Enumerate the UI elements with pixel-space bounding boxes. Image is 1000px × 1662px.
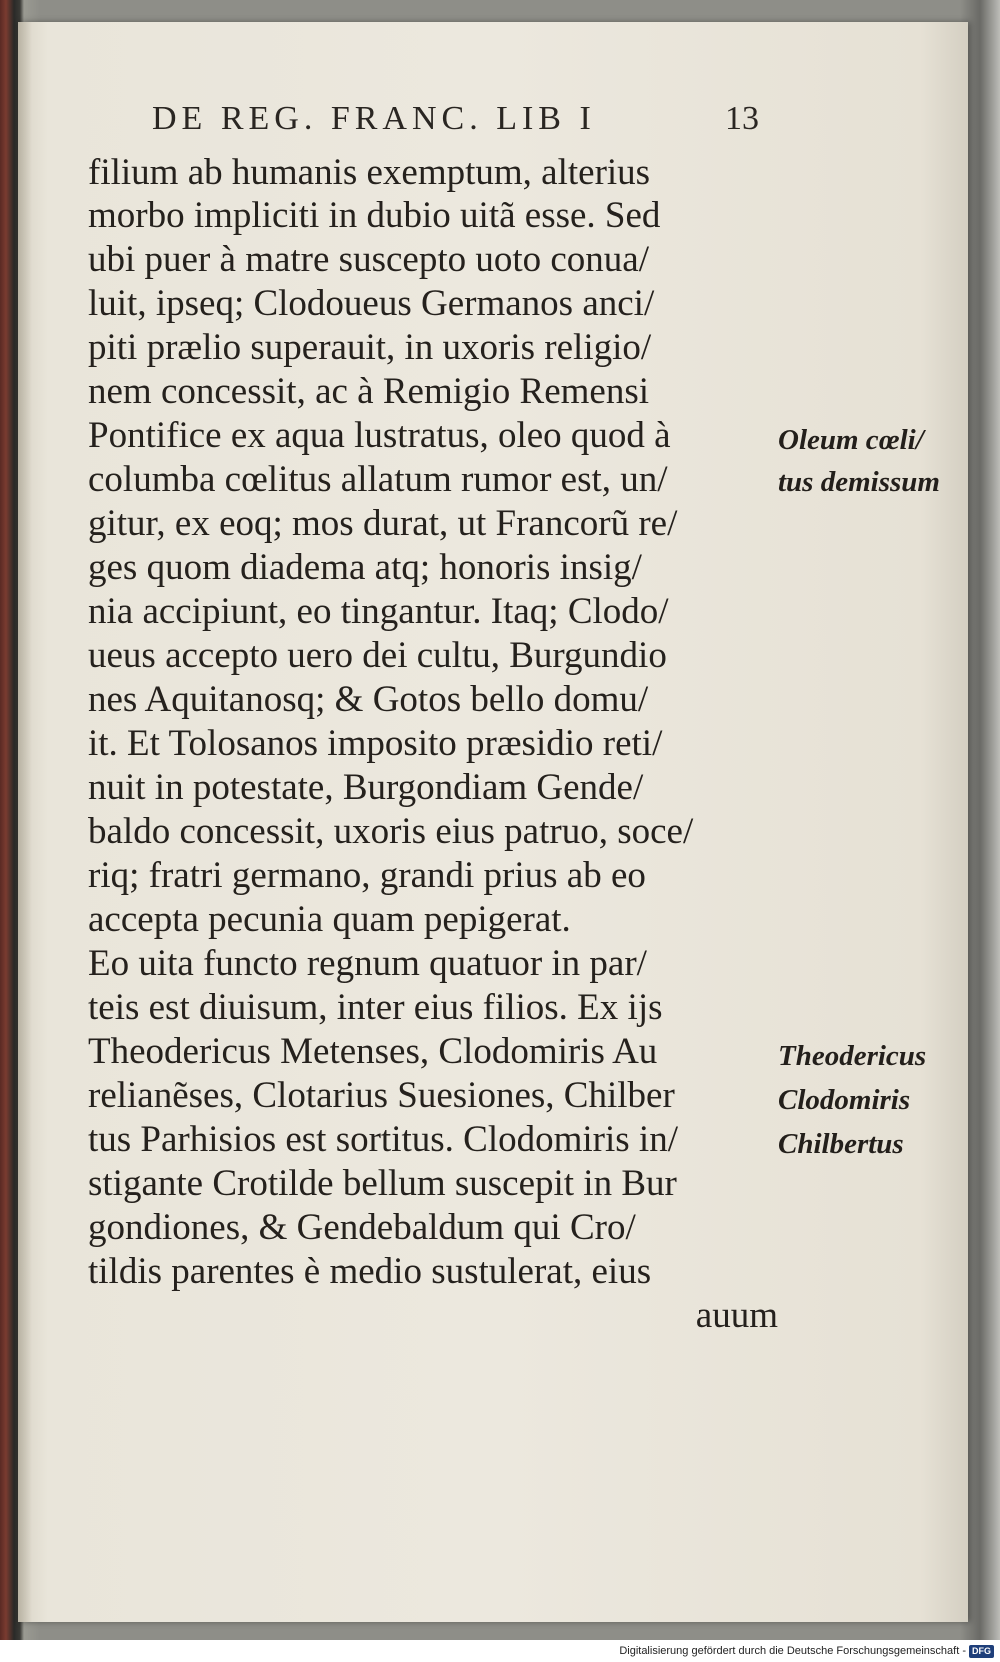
- text-line: Theodericus Metenses, Clodomiris Au: [88, 1031, 658, 1072]
- text-line: gitur, ex eoq; mos durat, ut Francorũ re/: [88, 503, 678, 544]
- text-line: morbo impliciti in dubio uitã esse. Sed: [88, 195, 661, 236]
- text-line: relianẽses, Clotarius Suesiones, Chilber: [88, 1075, 675, 1116]
- page-gutter-shadow: [18, 22, 32, 1622]
- text-line: teis est diuisum, inter eius filios. Ex ijs: [88, 987, 663, 1028]
- running-head: DE REG. FRANC. LIB I: [152, 100, 596, 137]
- credit-text: Digitalisierung gefördert durch die Deutsche Forschungsgemeinschaft -: [619, 1645, 966, 1657]
- text-line: stigante Crotilde bellum suscepit in Bur: [88, 1163, 677, 1204]
- text-line: luit, ipseq; Clodoueus Germanos anci/: [88, 283, 655, 324]
- text-line: Pontifice ex aqua lustratus, oleo quod à: [88, 415, 671, 456]
- catchword: auum: [695, 1295, 778, 1336]
- text-line: tus Parhisios est sortitus. Clodomiris in/: [88, 1119, 678, 1160]
- page-number: 13: [725, 100, 759, 137]
- margin-note: Theodericus: [778, 1040, 927, 1072]
- text-line: columba cœlitus allatum rumor est, un/: [88, 459, 668, 500]
- text-line: tildis parentes è medio sustulerat, eius: [88, 1251, 652, 1292]
- text-line: piti prælio superauit, in uxoris religio/: [88, 327, 652, 368]
- text-line: nem concessit, ac à Remigio Remensi: [88, 371, 650, 412]
- text-line: it. Et Tolosanos imposito præsidio reti/: [88, 723, 663, 764]
- text-line: baldo concessit, uxoris eius patruo, soce/: [88, 811, 694, 852]
- text-line: nuit in potestate, Burgondiam Gende/: [88, 767, 644, 808]
- dfg-logo: DFG: [969, 1645, 994, 1658]
- text-line: riq; fratri germano, grandi prius ab eo: [88, 855, 646, 896]
- margin-note: Chilbertus: [778, 1128, 904, 1160]
- text-line: nia accipiunt, eo tingantur. Itaq; Clodo/: [88, 591, 669, 632]
- text-line: ubi puer à matre suscepto uoto conua/: [88, 239, 649, 280]
- text-line: gondiones, & Gendebaldum qui Cro/: [88, 1207, 636, 1248]
- text-line: filium ab humanis exemptum, alterius: [88, 152, 651, 193]
- text-line: ueus accepto uero dei cultu, Burgundio: [88, 635, 667, 676]
- margin-note: Clodomiris: [778, 1084, 911, 1116]
- text-line: ges quom diadema atq; honoris insig/: [88, 547, 642, 588]
- digitization-credit: [619, 1642, 994, 1660]
- text-line: accepta pecunia quam pepigerat.: [88, 899, 571, 940]
- margin-note: Oleum cœli/: [778, 424, 924, 456]
- text-line: Eo uita functo regnum quatuor in par/: [88, 943, 647, 984]
- margin-note: tus demissum: [778, 466, 940, 498]
- text-line: nes Aquitanosq; & Gotos bello domu/: [88, 679, 649, 720]
